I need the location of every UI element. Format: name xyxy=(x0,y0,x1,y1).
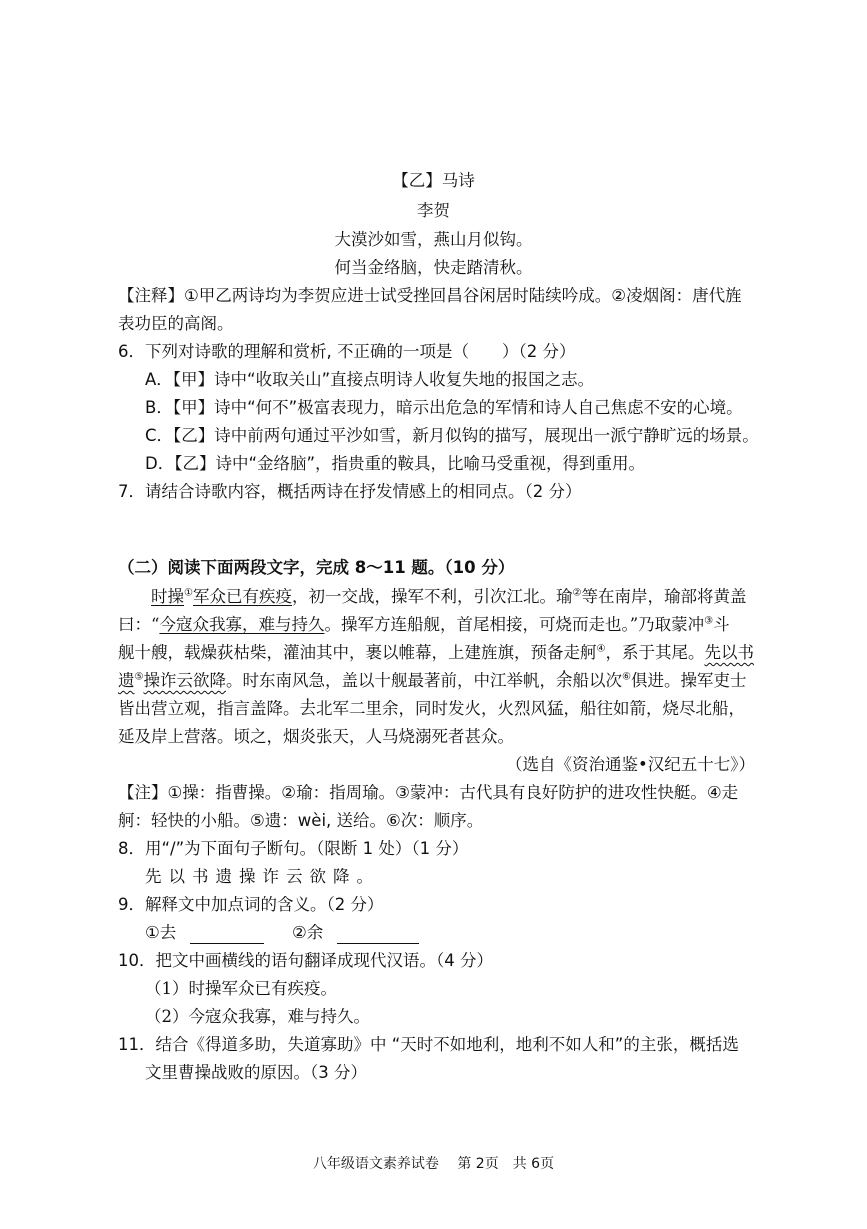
question-9-stem: 9．解释文中加点词的含义。（2 分） xyxy=(118,895,384,914)
footnote-mark-6: ⑥ xyxy=(621,671,631,683)
footnote-mark-4: ④ xyxy=(596,643,606,655)
question-8-stem: 8．用“/”为下面句子断句。（限断 1 处）（1 分） xyxy=(118,839,469,858)
dotted-word-qu: 去 xyxy=(299,699,316,718)
dotted-word-yu: 余 xyxy=(555,671,573,690)
section-2-title: （二）阅读下面两段文字，完成 8～11 题。（10 分） xyxy=(118,558,515,577)
question-9-item-2-label: ②余 xyxy=(292,923,324,942)
passage-text: 曰：“ xyxy=(118,615,160,634)
answer-blank-1[interactable] xyxy=(190,927,264,944)
passage-line-2 xyxy=(118,614,730,636)
passage-line-3 xyxy=(118,642,754,664)
passage-text: 。操军方连船舰，首尾相接，可烧而走也。”乃取蒙冲 xyxy=(324,615,705,634)
question-8-sentence: 先以书遗操诈云欲降。 xyxy=(145,867,380,886)
question-6-option-a: A．【甲】诗中“收取关山”直接点明诗人收复失地的报国之志。 xyxy=(145,370,595,389)
question-6-option-d: D．【乙】诗中“金络脑”，指贵重的鞍具，比喻马受重视，得到重用。 xyxy=(145,454,646,473)
poem-author: 李贺 xyxy=(417,201,450,220)
question-6-option-b: B．【甲】诗中“何不”极富表现力，暗示出危急的军情和诗人自己焦虑不安的心境。 xyxy=(145,398,743,417)
answer-blank-2[interactable] xyxy=(337,927,419,944)
poem-title: 【乙】马诗 xyxy=(392,171,475,190)
passage-text: 皆出营立观，指言盖降。 xyxy=(118,699,300,718)
wavy-phrase-b: 遗 xyxy=(118,671,135,690)
question-9-item-1-label: ①去 xyxy=(145,923,177,942)
question-9-item-2 xyxy=(292,922,419,944)
page-footer: 八年级语文素养试卷 第 2页 共 6页 xyxy=(312,1156,555,1172)
underlined-phrase-2: 今寇众我寡，难与持久 xyxy=(159,615,325,634)
poem-note-line-1: 【注释】①甲乙两诗均为李贺应进士试受挫回昌谷闲居时陆续吟成。②凌烟阁：唐代旌 xyxy=(118,286,742,305)
passage-note-line-1: 【注】①操：指曹操。②瑜：指周瑜。③蒙冲：古代具有良好防护的进攻性快艇。④走 xyxy=(118,783,739,802)
passage-line-6: 延及岸上营落。顷之，烟炎张天，人马烧溺死者甚众。 xyxy=(118,727,514,746)
footnote-mark-2: ② xyxy=(572,587,582,599)
question-6-stem: 6．下列对诗歌的理解和赏析, 不正确的一项是（ ）（2 分） xyxy=(118,342,576,361)
passage-text: 北军二里余，同时发火，火烈风猛，船往如箭，烧尽北船， xyxy=(316,699,745,718)
underlined-phrase-1b: 军众已有疾疫 xyxy=(192,587,292,606)
passage-source: （选自《资治通鉴•汉纪五十七》） xyxy=(506,755,755,774)
passage-text: 舰十艘，载燥荻枯柴，灌油其中，裹以帷幕，上建旌旗，预备走舸 xyxy=(118,643,597,662)
passage-text: ，系于其尾。 xyxy=(605,643,705,662)
wavy-phrase-c: 操诈云欲降 xyxy=(143,671,226,690)
passage-note-line-2: 舸：轻快的小船。⑤遗：wèi, 送给。⑥次：顺序。 xyxy=(118,811,484,830)
question-11-line-1: 11．结合《得道多助，失道寡助》中 “天时不如地利，地利不如人和”的主张，概括选 xyxy=(118,1035,739,1054)
footnote-mark-1: ① xyxy=(184,587,193,599)
passage-text: 。时东南风急，盖以十舰最著前，中江举帆， xyxy=(225,671,556,690)
question-7: 7．请结合诗歌内容，概括两诗在抒发情感上的相同点。（2 分） xyxy=(118,482,582,501)
passage-text: 俱进。操军吏士 xyxy=(630,671,747,690)
poem-note-line-2: 表功臣的高阁。 xyxy=(118,314,234,333)
passage-line-5 xyxy=(118,698,745,720)
question-10-stem: 10．把文中画横线的语句翻译成现代汉语。（4 分） xyxy=(118,951,493,970)
question-10-item-1: （1）时操军众已有疾疫。 xyxy=(145,979,337,998)
poem-line-1: 大漠沙如雪，燕山月似钩。 xyxy=(334,230,533,249)
passage-text: 等在南岸，瑜部将黄盖 xyxy=(581,587,747,606)
passage-text: 船以次 xyxy=(572,671,622,690)
footnote-mark-5: ⑤ xyxy=(134,671,144,683)
question-6-option-c: C．【乙】诗中前两句通过平沙如雪，新月似钩的描写，展现出一派宁静旷远的场景。 xyxy=(145,426,759,445)
wavy-phrase-a: 先以书 xyxy=(704,643,754,662)
poem-line-2: 何当金络脑，快走踏清秋。 xyxy=(334,258,533,277)
passage-text: ，初一交战，操军不利，引次江北。瑜 xyxy=(291,587,573,606)
passage-line-1 xyxy=(151,586,746,608)
footnote-mark-3: ③ xyxy=(704,615,714,627)
question-9-item-1 xyxy=(145,922,264,944)
passage-line-4 xyxy=(118,670,746,692)
passage-text: 斗 xyxy=(713,615,730,634)
question-11-line-2: 文里曹操战败的原因。（3 分） xyxy=(145,1063,367,1082)
underlined-phrase-1a: 时操 xyxy=(151,587,184,606)
question-10-item-2: （2）今寇众我寡，难与持久。 xyxy=(145,1007,370,1026)
